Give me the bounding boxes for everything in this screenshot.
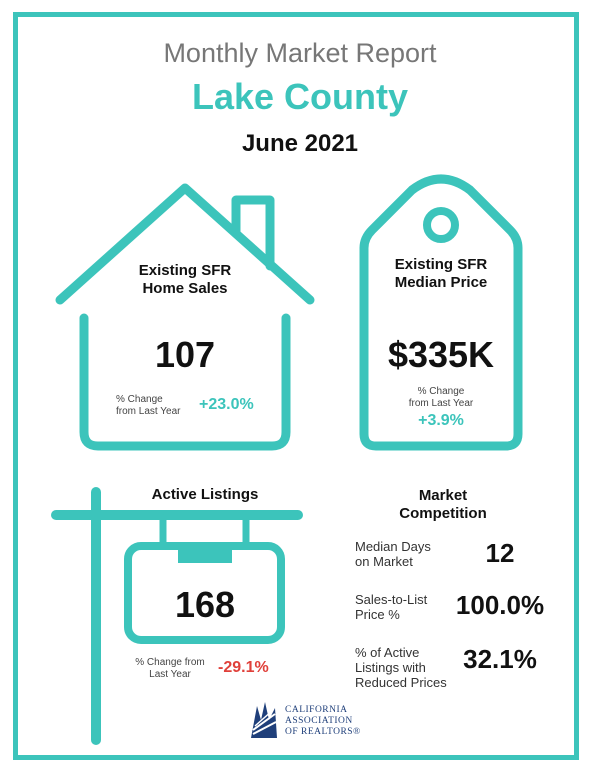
sales-to-list-value: 100.0% bbox=[455, 590, 545, 620]
car-logo-icon bbox=[247, 700, 281, 742]
market-competition-title-1: Market bbox=[418, 487, 468, 504]
home-sales-change-label-1: % Change bbox=[116, 394, 163, 405]
report-title: Monthly Market Report bbox=[163, 38, 437, 68]
logo-line-2: ASSOCIATION bbox=[285, 716, 353, 726]
county-name: Lake County bbox=[191, 76, 409, 117]
active-listings-value: 168 bbox=[174, 584, 236, 625]
home-sales-change-label-2: from Last Year bbox=[116, 406, 181, 417]
home-sales-change: +23.0% bbox=[199, 396, 254, 413]
median-price-change: +3.9% bbox=[418, 412, 464, 429]
days-on-market-label-1: Median Days bbox=[355, 539, 431, 554]
reduced-prices-label-2: Listings with bbox=[355, 660, 426, 675]
median-price-value: $335K bbox=[387, 334, 495, 375]
reduced-prices-label-3: Reduced Prices bbox=[355, 675, 447, 690]
logo-line-1: CALIFORNIA bbox=[285, 705, 348, 715]
active-listings-change: -29.1% bbox=[218, 659, 269, 676]
active-listings-change-label-2: Last Year bbox=[149, 669, 191, 680]
median-price-label-2: Median Price bbox=[394, 274, 488, 291]
active-listings-change-label-1: % Change from bbox=[135, 657, 205, 668]
sign-plate bbox=[178, 545, 232, 563]
median-price-change-label-1: % Change bbox=[417, 386, 465, 397]
sales-to-list-label-2: Price % bbox=[355, 607, 400, 622]
home-sales-label-1: Existing SFR bbox=[138, 262, 232, 279]
median-price-label-1: Existing SFR bbox=[394, 256, 488, 273]
reduced-prices-label-1: % of Active bbox=[355, 645, 420, 660]
days-on-market-label-2: on Market bbox=[355, 554, 413, 569]
report-date: June 2021 bbox=[241, 130, 359, 157]
market-competition-title-2: Competition bbox=[399, 505, 487, 522]
sales-to-list-label-1: Sales-to-List bbox=[355, 592, 428, 607]
days-on-market-value: 12 bbox=[485, 538, 515, 568]
median-price-change-label-2: from Last Year bbox=[408, 398, 474, 409]
reduced-prices-value: 32.1% bbox=[463, 644, 537, 674]
home-sales-value: 107 bbox=[154, 334, 216, 375]
active-listings-label: Active Listings bbox=[151, 486, 259, 503]
home-sales-label-2: Home Sales bbox=[142, 280, 228, 297]
logo-line-3: OF REALTORS® bbox=[285, 727, 361, 737]
house-icon bbox=[60, 188, 310, 446]
